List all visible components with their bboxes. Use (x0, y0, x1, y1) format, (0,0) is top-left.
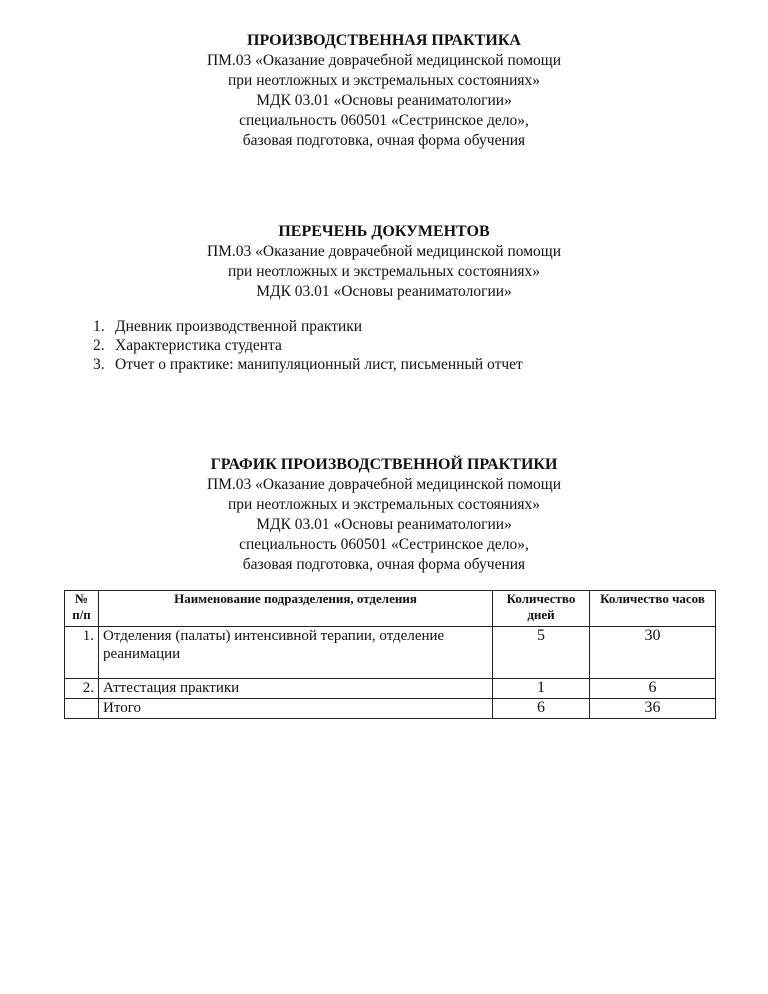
header-num: № п/п (65, 591, 99, 627)
practice-section (0, 31, 768, 151)
documents-line: МДК 03.01 «Основы реаниматологии» (256, 283, 512, 300)
schedule-title: ГРАФИК ПРОИЗВОДСТВЕННОЙ ПРАКТИКИ (210, 456, 558, 473)
schedule-line: при неотложных и экстремальных состояниях» (227, 496, 541, 513)
header-hours: Количество часов (590, 591, 716, 627)
schedule-line: специальность 060501 «Сестринское дело», (239, 536, 529, 553)
table-row (65, 679, 716, 699)
list-item-number: 3. (93, 356, 105, 373)
list-item-number: 1. (93, 318, 105, 335)
documents-line: ПМ.03 «Оказание доврачебной медицинской помощи (206, 243, 562, 260)
list-item (93, 336, 523, 355)
schedule-section (0, 455, 768, 575)
practice-line: специальность 060501 «Сестринское дело», (239, 112, 529, 129)
row-name: Аттестация практики (99, 679, 493, 699)
practice-line: ПМ.03 «Оказание доврачебной медицинской помощи (206, 52, 562, 69)
practice-line: базовая подготовка, очная форма обучения (242, 132, 526, 149)
list-item-text: Дневник производственной практики (115, 318, 363, 335)
documents-line: при неотложных и экстремальных состояниях» (227, 263, 541, 280)
row-num (65, 699, 99, 719)
list-item (93, 317, 523, 336)
row-days: 5 (493, 627, 590, 679)
list-item-number: 2. (93, 337, 105, 354)
table-row (65, 699, 716, 719)
row-hours: 36 (590, 699, 716, 719)
list-item-text: Отчет о практике: манипуляционный лист, письменный отчет (115, 356, 523, 373)
header-days: Количество дней (493, 591, 590, 627)
documents-section (0, 222, 768, 302)
row-hours: 6 (590, 679, 716, 699)
row-days: 6 (493, 699, 590, 719)
row-name: Отделения (палаты) интенсивной терапии, отделение реанимации (99, 627, 493, 679)
row-hours: 30 (590, 627, 716, 679)
table-row (65, 627, 716, 679)
row-days: 1 (493, 679, 590, 699)
practice-title: ПРОИЗВОДСТВЕННАЯ ПРАКТИКА (247, 32, 521, 49)
table-header-row (65, 591, 716, 627)
schedule-line: базовая подготовка, очная форма обучения (242, 556, 526, 573)
schedule-table (64, 590, 716, 719)
list-item-text: Характеристика студента (115, 337, 282, 354)
list-item (93, 355, 523, 374)
row-num: 2. (65, 679, 99, 699)
row-name: Итого (99, 699, 493, 719)
schedule-line: МДК 03.01 «Основы реаниматологии» (256, 516, 512, 533)
schedule-line: ПМ.03 «Оказание доврачебной медицинской помощи (206, 476, 562, 493)
documents-list (93, 317, 523, 374)
practice-line: МДК 03.01 «Основы реаниматологии» (256, 92, 512, 109)
documents-title: ПЕРЕЧЕНЬ ДОКУМЕНТОВ (278, 223, 490, 240)
practice-line: при неотложных и экстремальных состояниях» (227, 72, 541, 89)
row-num: 1. (65, 627, 99, 679)
header-name: Наименование подразделения, отделения (99, 591, 493, 627)
